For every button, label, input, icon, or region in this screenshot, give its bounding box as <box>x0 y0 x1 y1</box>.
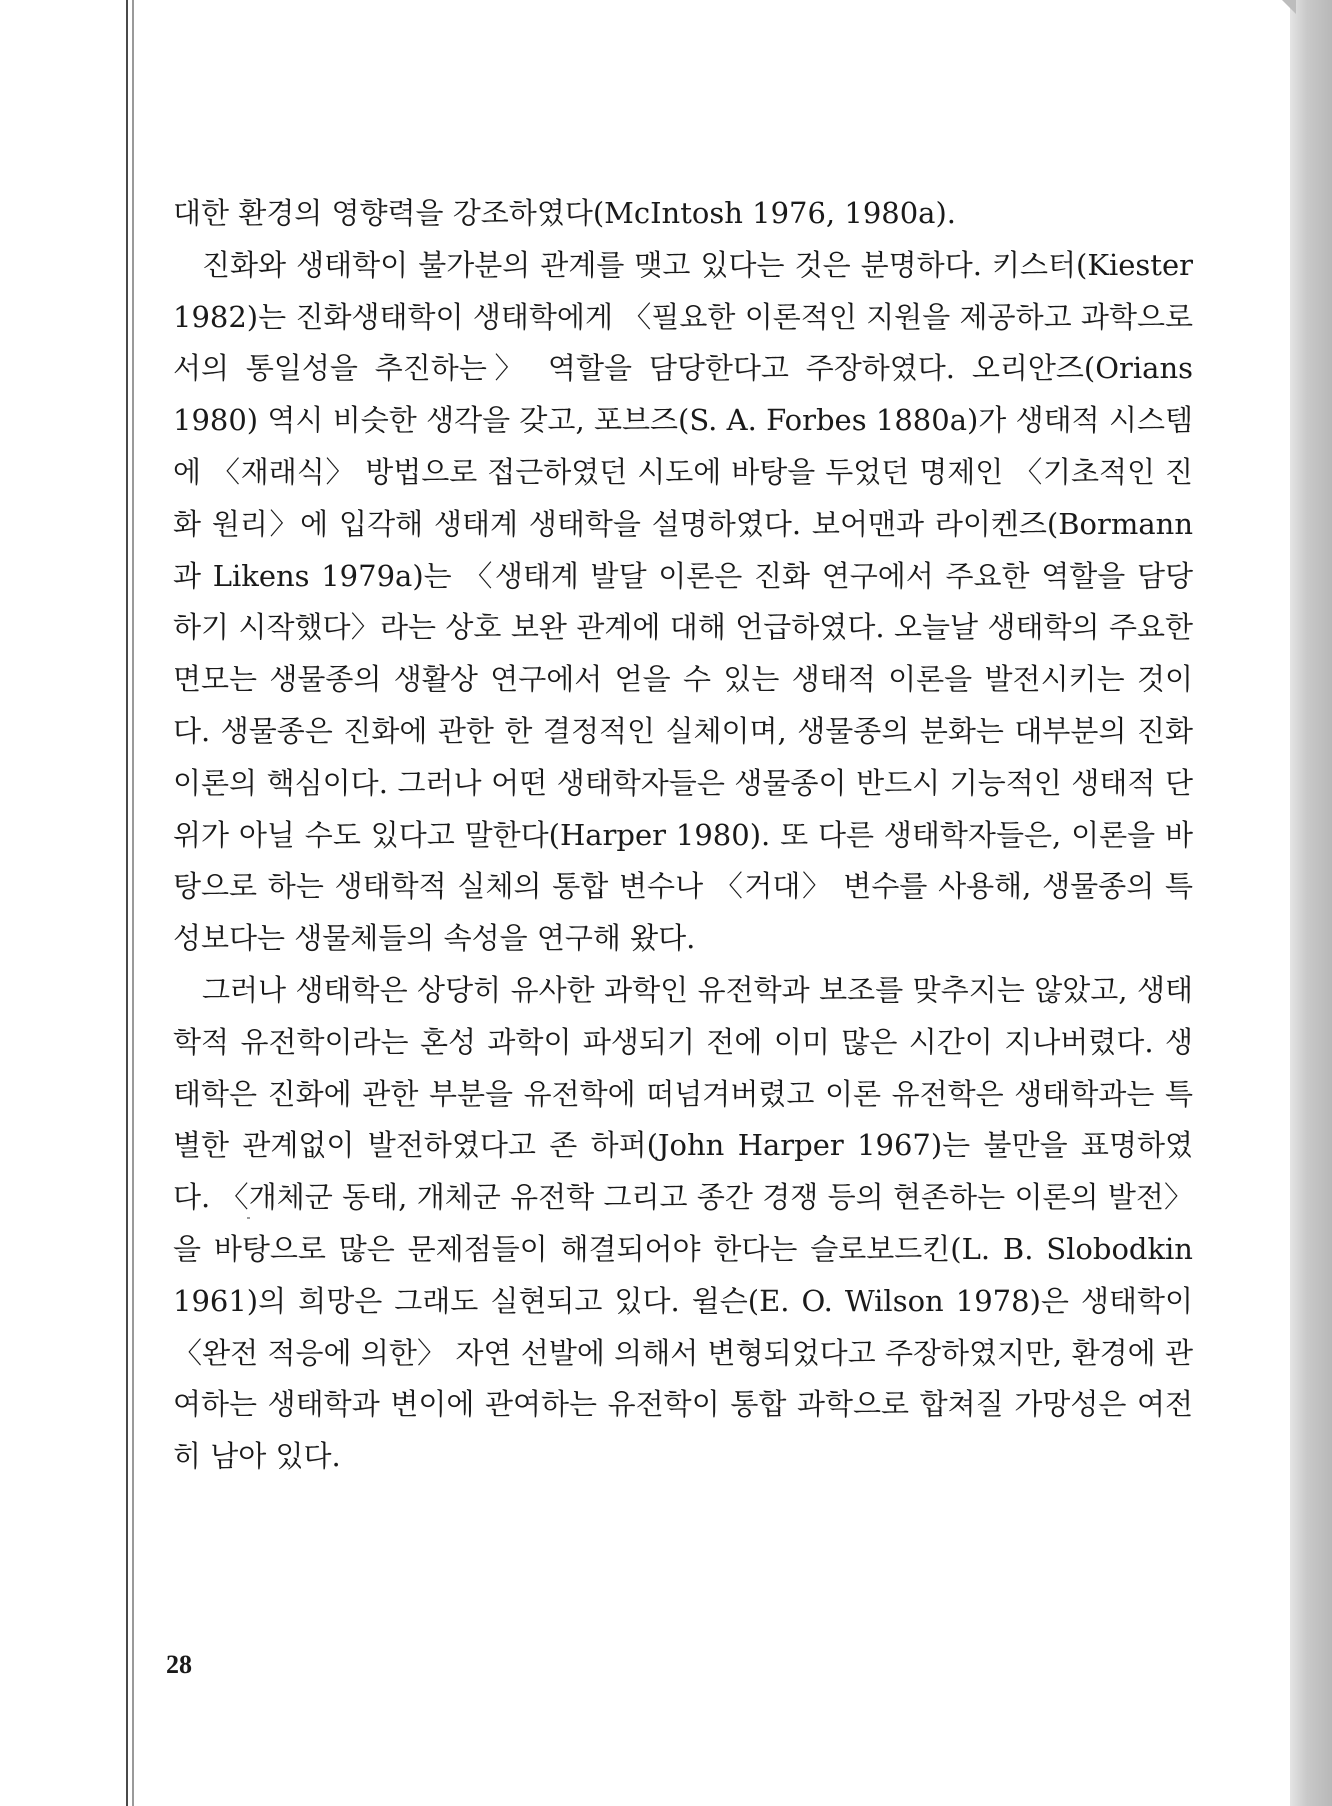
paragraph-ecological-genetics: 그러나 생태학은 상당히 유사한 과학인 유전학과 보조를 맞추지는 않았고, 생태학적 유전학이라는 혼성 과학이 파생되기 전에 이미 많은 시간이 지나버렸다. 생태학은 진화에 관한 부분을 유전학에 떠넘겨버렸고 이론 유전학은 생태학과는 특별한 관계없이 발전하였다고 존 하퍼(John Harper 1967)는 불만을 표명하였다. 〈개체군 동태, 개체군 유전학 그리고 종간 경쟁 등의 현존하는 이론의 발전〉을 바탕으로 많은 문제점들이 해결되어야 한다는 슬로보드킨(L. B. Slobodkin 1961)의 희망은 그래도 실현되고 있다. 윌슨(E. O. Wilson 1978)은 생태학이 〈완전 적응에 의한〉 자연 선발에 의해서 변형되었다고 주장하였지만, 환경에 관여하는 생태학과 변이에 관여하는 유전학이 통합 과학으로 합쳐질 가망성은 여전히 남아 있다. <box>173 972 1193 1474</box>
page-corner-fold <box>1282 0 1296 14</box>
paragraph-evolutionary-ecology: 진화와 생태학이 불가분의 관계를 맺고 있다는 것은 분명하다. 키스터(Kiester 1982)는 진화생태학이 생태학에게 〈필요한 이론적인 지원을 제공하고 과학으로서의 통일성을 추진하는〉 역할을 담당한다고 주장하였다. 오리안즈(Orians 1980) 역시 비슷한 생각을 갖고, 포브즈(S. A. Forbes 1880a)가 생태적 시스템에 〈재래식〉 방법으로 접근하였던 시도에 바탕을 두었던 명제인 〈기초적인 진화 원리〉에 입각해 생태계 생태학을 설명하였다. 보어맨과 라이켄즈(Bormann과 Likens 1979a)는 〈생태계 발달 이론은 진화 연구에서 주요한 역할을 담당하기 시작했다〉라는 상호 보완 관계에 대해 언급하였다. 오늘날 생태학의 주요한 면모는 생물종의 생활상 연구에서 얻을 수 있는 생태적 이론을 발전시키는 것이다. 생물종은 진화에 관한 한 결정적인 실체이며, 생물종의 분화는 대부분의 진화 이론의 핵심이다. 그러나 어떤 생태학자들은 생물종이 반드시 기능적인 생태적 단위가 아닐 수도 있다고 말한다(Harper 1980). 또 다른 생태학자들은, 이론을 바탕으로 하는 생태학적 실체의 통합 변수나 〈거대〉 변수를 사용해, 생물종의 특성보다는 생물체들의 속성을 연구해 왔다. <box>173 247 1193 956</box>
paragraph-continuation: 대한 환경의 영향력을 강조하였다(McIntosh 1976, 1980a). <box>173 196 956 230</box>
page-edge-shadow <box>1290 0 1332 1806</box>
body-text <box>173 188 1193 1483</box>
page-number: 28 <box>166 1650 192 1679</box>
outer-margin <box>0 0 126 1806</box>
